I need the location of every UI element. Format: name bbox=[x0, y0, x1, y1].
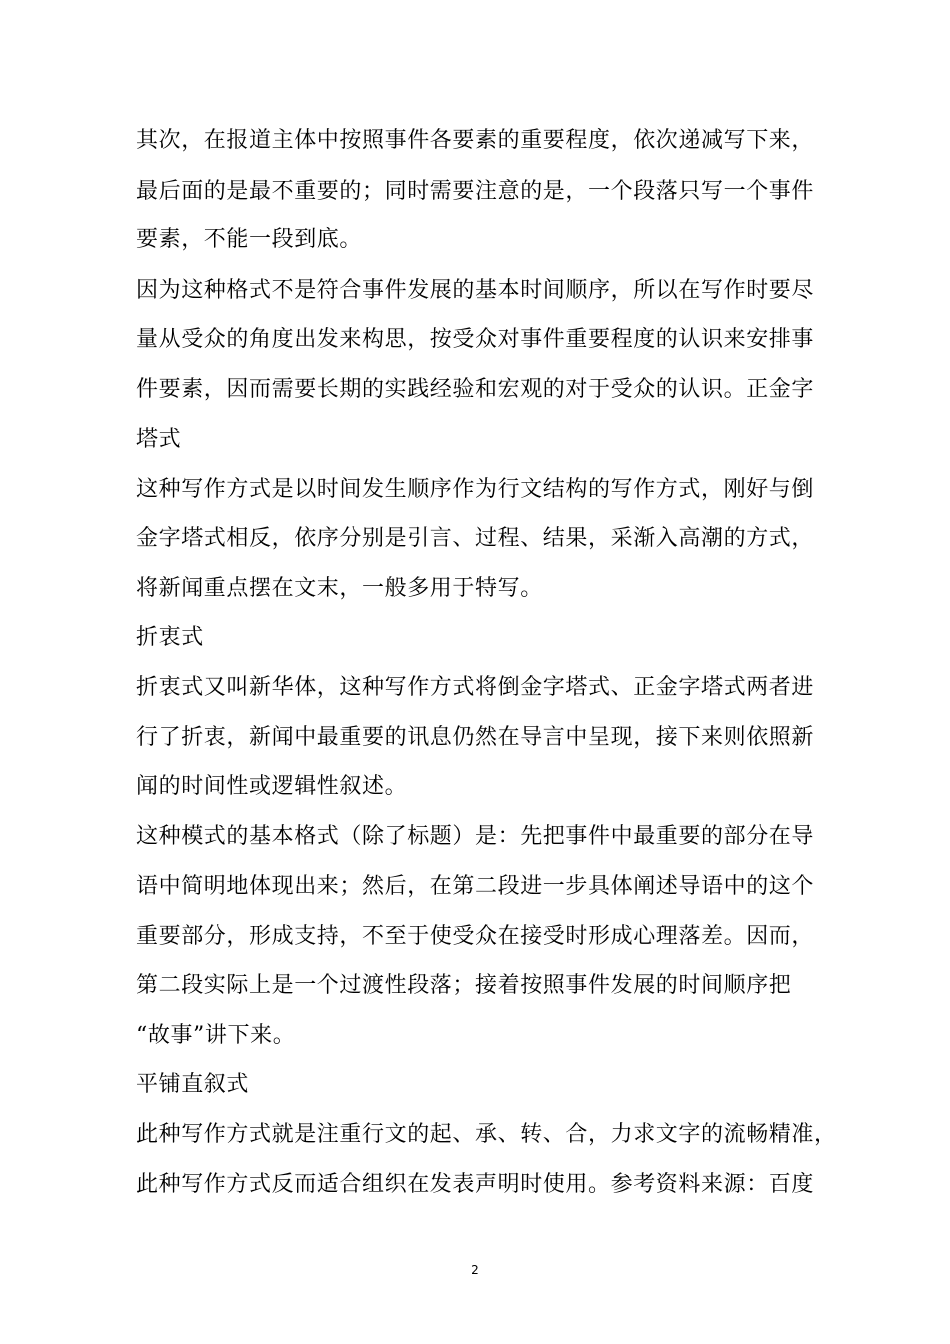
section-heading: 平铺直叙式 bbox=[136, 1072, 250, 1097]
text-line: 件要素，因而需要长期的实践经验和宏观的对于受众的认识。正金字 bbox=[136, 377, 815, 402]
text-line: 金字塔式相反，依序分别是引言、过程、结果，采渐入高潮的方式， bbox=[136, 526, 815, 551]
text-line: 量从受众的角度出发来构思，按受众对事件重要程度的认识来安排事 bbox=[136, 327, 815, 352]
text-line: 重要部分，形成支持，不至于使受众在接受时形成心理落差。因而， bbox=[136, 924, 815, 949]
section-heading: 折衷式 bbox=[136, 625, 204, 650]
text-line: 最后面的是最不重要的；同时需要注意的是，一个段落只写一个事件 bbox=[136, 179, 815, 204]
text-line: 折衷式又叫新华体，这种写作方式将倒金字塔式、正金字塔式两者进 bbox=[136, 675, 815, 700]
text-line: “故事”讲下来。 bbox=[136, 1023, 296, 1048]
text-line: 要素，不能一段到底。 bbox=[136, 227, 363, 252]
text-line: 语中简明地体现出来；然后，在第二段进一步具体阐述导语中的这个 bbox=[136, 874, 815, 899]
text-line: 将新闻重点摆在文末，一般多用于特写。 bbox=[136, 576, 543, 601]
text-line: 闻的时间性或逻辑性叙述。 bbox=[136, 774, 408, 799]
text-line: 其次，在报道主体中按照事件各要素的重要程度，依次递减写下来， bbox=[136, 128, 815, 153]
text-line: 这种模式的基本格式（除了标题）是：先把事件中最重要的部分在导 bbox=[136, 824, 815, 849]
text-line: 此种写作方式反而适合组织在发表声明时使用。参考资料来源：百度 bbox=[136, 1172, 815, 1197]
text-line: 此种写作方式就是注重行文的起、承、转、合，力求文字的流畅精准， bbox=[136, 1122, 837, 1147]
text-line: 第二段实际上是一个过渡性段落；接着按照事件发展的时间顺序把 bbox=[136, 973, 792, 998]
text-line: 因为这种格式不是符合事件发展的基本时间顺序，所以在写作时要尽 bbox=[136, 278, 815, 303]
text-line: 行了折衷，新闻中最重要的讯息仍然在导言中呈现，接下来则依照新 bbox=[136, 725, 815, 750]
page-number: 2 bbox=[471, 1263, 479, 1277]
text-line: 这种写作方式是以时间发生顺序作为行文结构的写作方式，刚好与倒 bbox=[136, 477, 815, 502]
text-line: 塔式 bbox=[136, 427, 182, 452]
